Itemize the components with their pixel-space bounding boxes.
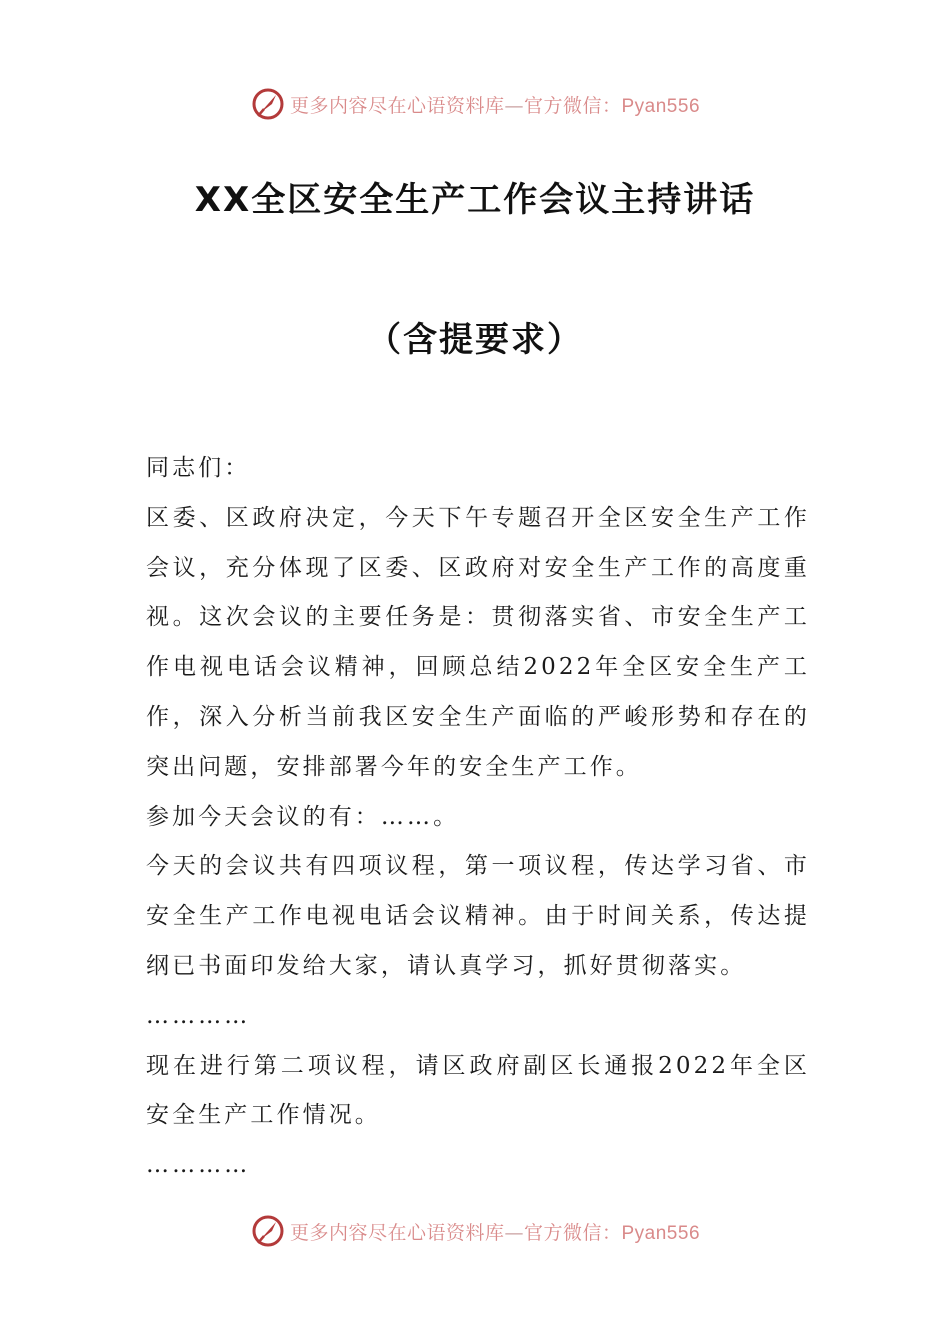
document-body <box>146 444 810 1191</box>
watermark-id: Pyan556 <box>621 1222 701 1244</box>
watermark-id: Pyan556 <box>621 95 701 117</box>
watermark-label: 官方微信： <box>523 1221 622 1244</box>
watermark-text: 更多内容尽在心语资料库 <box>289 94 505 117</box>
quill-logo-icon <box>250 86 286 122</box>
paragraph: 同志们： <box>146 455 251 481</box>
document-title: XX全区安全生产工作会议主持讲话 <box>194 180 756 220</box>
paragraph: ………… <box>146 1002 251 1029</box>
paragraph: 今天的会议共有四项议程，第一项议程，传达学习省、市安全生产工作电视电话会议精神。由于时间关系，传达提纲已书面印发给大家，请认真学习，抓好贯彻落实。 <box>146 853 810 979</box>
watermark-dash: — <box>504 1221 524 1244</box>
watermark-dash: — <box>504 94 524 117</box>
watermark-label: 官方微信： <box>523 94 622 117</box>
watermark-text: 更多内容尽在心语资料库 <box>289 1221 505 1244</box>
watermark-header <box>0 84 950 124</box>
paragraph: 区委、区政府决定，今天下午专题召开全区安全生产工作会议，充分体现了区委、区政府对安全生产工作的高度重视。这次会议的主要任务是：贯彻落实省、市安全生产工作电视电话会议精神，回顾总结2022年全区安全生产工作，深入分析当前我区安全生产面临的严峻形势和存在的突出问题，安排部署今年的安全生产工作。 <box>146 504 810 780</box>
paragraph: 参加今天会议的有：……。 <box>146 803 460 830</box>
paragraph: 现在进行第二项议程，请区政府副区长通报2022年全区安全生产工作情况。 <box>146 1052 810 1129</box>
quill-logo-icon <box>250 1213 286 1249</box>
watermark-footer <box>0 1211 950 1251</box>
paragraph: ………… <box>146 1152 251 1179</box>
document-subtitle: （含提要求） <box>367 320 583 360</box>
